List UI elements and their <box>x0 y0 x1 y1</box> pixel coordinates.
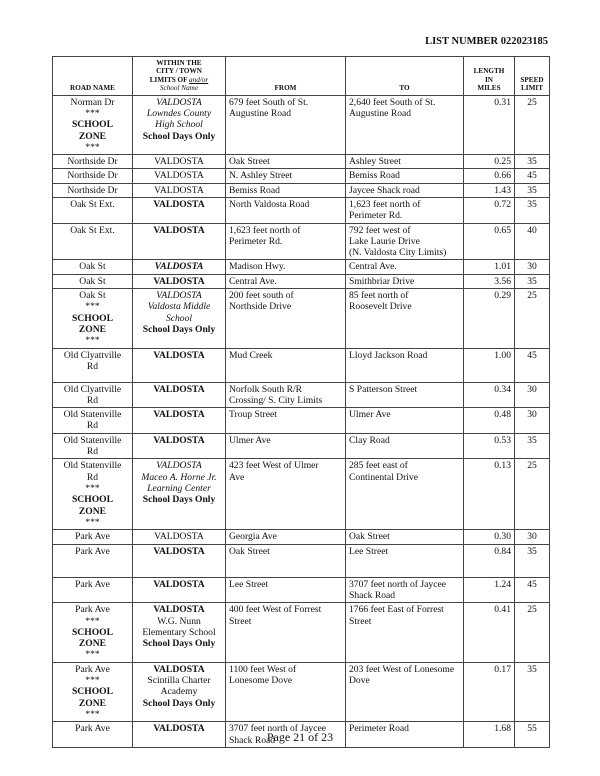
from-cell-line: Northside Drive <box>229 301 292 313</box>
within-limits-cell-line: VALDOSTA <box>154 156 204 168</box>
table-row <box>53 169 550 183</box>
table-row <box>53 530 550 544</box>
speed-cell: 55 <box>515 722 550 748</box>
length-cell: 0.66 <box>464 169 515 183</box>
within-limits-cell-line: Scintilla Charter <box>147 675 211 687</box>
to-cell <box>346 530 464 544</box>
to-cell <box>346 348 464 382</box>
to-cell <box>346 155 464 169</box>
from-cell <box>226 289 346 348</box>
road-name-cell <box>53 530 133 544</box>
table-row <box>53 577 550 603</box>
within-limits-cell <box>133 260 226 274</box>
table-row <box>53 95 550 154</box>
speed-cell: 35 <box>515 198 550 224</box>
from-cell-line: 400 feet West of Forrest <box>229 604 322 616</box>
within-limits-cell-line: VALDOSTA <box>153 199 205 210</box>
from-cell <box>226 169 346 183</box>
to-cell-line: 792 feet west of <box>349 224 411 236</box>
speed-cell: 30 <box>515 530 550 544</box>
within-limits-cell <box>133 382 226 408</box>
road-name-cell <box>53 155 133 169</box>
from-cell <box>226 260 346 274</box>
road-name-cell-line: *** <box>85 107 100 119</box>
length-cell: 0.13 <box>464 459 515 530</box>
speed-cell: 25 <box>515 603 550 662</box>
speed-cell: 25 <box>515 289 550 348</box>
to-cell-line: Central Ave. <box>349 261 397 273</box>
road-name-cell-line: Norman Dr <box>70 96 115 108</box>
road-name-cell-line: Old Statenville <box>63 460 122 472</box>
table-body <box>53 95 550 747</box>
length-cell: 1.00 <box>464 348 515 382</box>
length-cell: 0.72 <box>464 198 515 224</box>
road-name-cell-line: Rd <box>86 360 99 372</box>
length-cell: 1.68 <box>464 722 515 748</box>
road-name-cell-line: *** <box>85 335 100 347</box>
from-cell <box>226 198 346 224</box>
table-row <box>53 433 550 459</box>
within-limits-cell-line: VALDOSTA <box>154 184 204 196</box>
to-cell <box>346 260 464 274</box>
road-name-cell-line: Old Clyattville <box>63 383 122 395</box>
from-cell <box>226 274 346 288</box>
from-cell <box>226 662 346 721</box>
within-limits-cell-line: Valdosta Middle <box>147 301 211 313</box>
road-name-cell <box>53 348 133 382</box>
table-row <box>53 348 550 382</box>
from-cell-line: 1,623 feet north of <box>229 224 301 236</box>
table-row <box>53 183 550 197</box>
road-name-cell-line: SCHOOL <box>71 686 114 698</box>
within-limits-cell <box>133 603 226 662</box>
within-limits-cell-line: VALDOSTA <box>153 578 205 590</box>
within-limits-cell-line: VALDOSTA <box>154 170 204 182</box>
to-cell <box>346 169 464 183</box>
speed-cell: 45 <box>515 577 550 603</box>
length-cell: 0.84 <box>464 544 515 577</box>
speed-cell: 30 <box>515 382 550 408</box>
within-limits-cell <box>133 198 226 224</box>
to-cell-line: 285 feet east of <box>349 460 408 472</box>
from-cell-line: Street <box>229 615 252 627</box>
road-name-cell-line: *** <box>85 516 100 528</box>
speed-cell: 35 <box>515 433 550 459</box>
road-name-cell <box>53 95 133 154</box>
table-row <box>53 459 550 530</box>
within-limits-cell <box>133 348 226 382</box>
road-name-cell-line: Park Ave <box>75 604 110 616</box>
from-cell-line: Lee Street <box>229 578 269 590</box>
to-cell-line: Street <box>349 615 372 627</box>
and-or-text: and/or <box>189 75 209 84</box>
to-cell <box>346 95 464 154</box>
to-cell-line: S Patterson Street <box>349 383 418 395</box>
length-cell: 0.48 <box>464 408 515 434</box>
from-cell <box>226 544 346 577</box>
table-row <box>53 382 550 408</box>
within-limits-cell-line: High School <box>155 119 203 131</box>
to-cell <box>346 223 464 260</box>
within-limits-cell <box>133 274 226 288</box>
road-name-cell <box>53 289 133 348</box>
speed-cell: 35 <box>515 183 550 197</box>
within-limits-cell-line: VALDOSTA <box>156 96 202 108</box>
from-cell <box>226 408 346 434</box>
within-limits-cell-line: VALDOSTA <box>153 545 205 557</box>
within-limits-cell-line: School Days Only <box>142 638 216 650</box>
within-limits-cell <box>133 183 226 197</box>
road-name-cell-line: ZONE <box>78 638 107 650</box>
road-name-cell <box>53 223 133 260</box>
within-limits-cell-line: Elementary School <box>142 626 216 638</box>
from-cell-line: Madison Hwy. <box>229 261 286 273</box>
length-cell: 3.56 <box>464 274 515 288</box>
road-name-cell-line: SCHOOL <box>71 626 114 638</box>
road-name-cell-line: Oak St Ext. <box>70 199 115 210</box>
within-limits-cell-line: VALDOSTA <box>154 261 204 273</box>
road-name-cell-line: ZONE <box>78 130 107 142</box>
to-cell <box>346 198 464 224</box>
road-name-cell-line: *** <box>85 141 100 153</box>
from-cell-line: Troup Street <box>229 409 277 421</box>
col-from: FROM <box>226 57 346 96</box>
list-number: LIST NUMBER 022023185 <box>425 36 548 47</box>
from-cell-line: 1100 feet West of <box>229 663 297 675</box>
road-name-cell-line: Park Ave <box>75 723 110 735</box>
to-cell-line: Perimeter Road <box>349 723 409 735</box>
to-cell-line: Bemiss Road <box>349 170 400 182</box>
to-cell-line: Smithbriar Drive <box>349 275 415 287</box>
speed-cell: 35 <box>515 155 550 169</box>
speed-cell: 25 <box>515 95 550 154</box>
length-cell: 1.43 <box>464 183 515 197</box>
table-header-row <box>53 57 550 96</box>
from-cell <box>226 382 346 408</box>
road-name-cell-line: *** <box>85 301 100 313</box>
from-cell <box>226 155 346 169</box>
from-cell <box>226 577 346 603</box>
table-row <box>53 408 550 434</box>
road-name-cell-line: *** <box>85 482 100 494</box>
table-row <box>53 260 550 274</box>
col-within-limits: WITHIN THE CITY / TOWN LIMITS OF and/or School Name <box>133 57 226 96</box>
to-cell-line: Perimeter Rd. <box>349 210 403 222</box>
road-name-cell <box>53 433 133 459</box>
from-cell-line: North Valdosta Road <box>229 199 310 210</box>
from-cell <box>226 348 346 382</box>
from-cell <box>226 223 346 260</box>
length-cell: 0.41 <box>464 603 515 662</box>
from-cell-line: Ave <box>229 471 245 483</box>
road-name-cell-line: ZONE <box>78 697 107 709</box>
to-cell <box>346 183 464 197</box>
to-cell-line: Dove <box>349 675 370 687</box>
to-cell-line: Augustine Road <box>349 107 412 119</box>
within-limits-cell-line: VALDOSTA <box>153 275 205 287</box>
within-limits-cell-line: VALDOSTA <box>153 224 205 236</box>
to-cell <box>346 544 464 577</box>
road-name-cell-line: Rd <box>86 446 99 458</box>
to-cell <box>346 289 464 348</box>
within-limits-cell <box>133 169 226 183</box>
road-name-cell-line: *** <box>85 615 100 627</box>
within-limits-cell <box>133 95 226 154</box>
road-name-cell <box>53 408 133 434</box>
from-cell-line: Augustine Road <box>229 107 292 119</box>
within-limits-cell-line: VALDOSTA <box>153 349 205 361</box>
road-name-cell <box>53 544 133 577</box>
road-name-cell <box>53 662 133 721</box>
road-name-cell-line: Old Clyattville <box>63 349 122 361</box>
within-limits-cell-line: VALDOSTA <box>153 409 205 421</box>
to-cell-line: 2,640 feet South of St. <box>349 96 436 108</box>
within-limits-cell-line: School Days Only <box>142 130 216 142</box>
to-cell-line: (N. Valdosta City Limits) <box>349 247 447 259</box>
road-name-cell <box>53 603 133 662</box>
road-name-cell-line: SCHOOL <box>71 494 114 506</box>
speed-cell: 30 <box>515 408 550 434</box>
col-speed-limit: SPEED LIMIT <box>515 57 550 96</box>
to-cell-line: Roosevelt Drive <box>349 301 412 313</box>
road-name-cell-line: ZONE <box>78 505 107 517</box>
to-cell <box>346 433 464 459</box>
length-cell: 1.01 <box>464 260 515 274</box>
from-cell-line: Perimeter Rd. <box>229 235 283 247</box>
road-name-cell-line: SCHOOL <box>71 312 114 324</box>
to-cell <box>346 603 464 662</box>
length-cell: 0.53 <box>464 433 515 459</box>
road-name-cell-line: *** <box>85 649 100 661</box>
from-cell <box>226 433 346 459</box>
from-cell <box>226 95 346 154</box>
from-cell-line: Norfolk South R/R <box>229 383 303 395</box>
table-row <box>53 603 550 662</box>
within-limits-cell-line: VALDOSTA <box>153 604 205 616</box>
speed-cell: 25 <box>515 459 550 530</box>
to-cell <box>346 577 464 603</box>
to-cell-line: Ashley Street <box>349 156 401 168</box>
from-cell-line: Shack Road <box>229 734 276 746</box>
table-row <box>53 289 550 348</box>
within-limits-cell <box>133 433 226 459</box>
within-limits-cell-line: Maceo A. Horne Jr. <box>141 471 217 483</box>
within-limits-cell <box>133 223 226 260</box>
to-cell <box>346 459 464 530</box>
road-name-cell-line: Park Ave <box>75 545 110 557</box>
within-limits-cell-line: W.G. Nunn <box>157 615 201 627</box>
road-name-cell-line: *** <box>85 675 100 687</box>
speed-cell: 30 <box>515 260 550 274</box>
length-cell: 0.25 <box>464 155 515 169</box>
road-name-cell-line: Park Ave <box>75 531 110 543</box>
from-cell-line: 3707 feet north of Jaycee <box>229 723 326 735</box>
from-cell-line: Lonesome Dove <box>229 675 293 687</box>
within-limits-cell <box>133 459 226 530</box>
within-limits-cell-line: VALDOSTA <box>153 434 205 446</box>
within-limits-cell-line: Learning Center <box>147 482 211 494</box>
within-limits-cell-line: VALDOSTA <box>153 723 205 735</box>
to-cell-line: Lloyd Jackson Road <box>349 349 428 361</box>
within-limits-cell-line: Academy <box>160 686 198 698</box>
within-limits-cell-line: VALDOSTA <box>156 290 202 302</box>
length-cell: 0.30 <box>464 530 515 544</box>
to-cell-line: Lee Street <box>349 545 389 557</box>
to-cell-line: 1766 feet East of Forrest <box>349 604 444 616</box>
to-cell-line: Ulmer Ave <box>349 409 391 421</box>
col-road-name: ROAD NAME <box>53 57 133 96</box>
road-name-cell-line: Northside Dr <box>67 170 118 182</box>
table-row <box>53 544 550 577</box>
within-limits-cell-line: VALDOSTA <box>156 460 202 472</box>
to-cell-line: 85 feet north of <box>349 290 409 302</box>
road-name-cell-line: Northside Dr <box>67 156 118 168</box>
from-cell-line: Bemiss Road <box>229 184 280 196</box>
page-number: Page 21 of 23 <box>266 730 334 744</box>
to-cell-line: Oak Street <box>349 531 390 543</box>
from-cell-line: N. Ashley Street <box>229 170 293 182</box>
road-name-cell-line: ZONE <box>78 323 107 335</box>
within-limits-cell <box>133 662 226 721</box>
within-limits-cell-line: School <box>165 312 193 324</box>
road-name-cell-line: SCHOOL <box>71 119 114 131</box>
within-limits-cell-line: School Days Only <box>142 323 216 335</box>
road-name-cell <box>53 260 133 274</box>
from-cell <box>226 459 346 530</box>
to-cell-line: 3707 feet north of Jaycee <box>349 578 446 590</box>
to-cell-line: Shack Road <box>349 589 396 601</box>
to-cell-line: Continental Drive <box>349 471 419 483</box>
length-cell: 0.17 <box>464 662 515 721</box>
to-cell-line: 1,623 feet north of <box>349 199 421 210</box>
within-limits-cell <box>133 530 226 544</box>
from-cell <box>226 603 346 662</box>
within-limits-cell <box>133 289 226 348</box>
road-name-cell-line: Rd <box>86 394 99 406</box>
from-cell-line: 200 feet south of <box>229 290 294 302</box>
road-name-cell-line: Northside Dr <box>67 184 118 196</box>
table-row <box>53 155 550 169</box>
table-row <box>53 198 550 224</box>
speed-cell: 40 <box>515 223 550 260</box>
road-name-cell-line: Rd <box>86 420 99 432</box>
speed-zone-table <box>52 56 550 748</box>
length-cell: 0.65 <box>464 223 515 260</box>
from-cell-line: Crossing/ S. City Limits <box>229 394 323 406</box>
table-row <box>53 223 550 260</box>
road-name-cell <box>53 459 133 530</box>
within-limits-cell-line: VALDOSTA <box>153 383 205 395</box>
table-row <box>53 662 550 721</box>
length-cell: 0.29 <box>464 289 515 348</box>
to-cell <box>346 274 464 288</box>
road-name-cell-line: Oak St <box>79 261 106 273</box>
speed-cell: 45 <box>515 348 550 382</box>
road-name-cell <box>53 169 133 183</box>
from-cell-line: 423 feet West of Ulmer <box>229 460 319 472</box>
within-limits-cell-line: VALDOSTA <box>153 663 205 675</box>
to-cell-line: Jaycee Shack road <box>349 184 420 196</box>
speed-cell: 45 <box>515 169 550 183</box>
from-cell-line: Georgia Ave <box>229 531 277 543</box>
to-cell-line: Clay Road <box>349 434 390 446</box>
from-cell-line: Ulmer Ave <box>229 434 271 446</box>
length-cell: 1.24 <box>464 577 515 603</box>
road-name-cell <box>53 183 133 197</box>
from-cell-line: Central Ave. <box>229 275 277 287</box>
within-limits-cell <box>133 155 226 169</box>
to-cell-line: 203 feet West of Lonesome <box>349 663 455 675</box>
from-cell <box>226 183 346 197</box>
speed-cell: 35 <box>515 274 550 288</box>
to-cell <box>346 382 464 408</box>
within-limits-cell-line: VALDOSTA <box>154 531 204 543</box>
from-cell-line: Oak Street <box>229 545 270 557</box>
to-cell <box>346 662 464 721</box>
road-name-cell-line: Old Statenville <box>63 434 122 446</box>
col-to: TO <box>346 57 464 96</box>
from-cell-line: 679 feet South of St. <box>229 96 309 108</box>
within-limits-cell-line: Lowndes County <box>146 107 212 119</box>
road-name-cell <box>53 382 133 408</box>
road-name-cell <box>53 274 133 288</box>
within-limits-cell <box>133 408 226 434</box>
from-cell-line: Oak Street <box>229 156 270 168</box>
speed-cell: 35 <box>515 544 550 577</box>
road-name-cell-line: Oak St <box>79 275 106 287</box>
col-length: LENGTH IN MILES <box>464 57 515 96</box>
to-cell <box>346 408 464 434</box>
road-name-cell-line: *** <box>85 708 100 720</box>
within-limits-cell-line: School Days Only <box>142 697 216 709</box>
road-name-cell-line: Park Ave <box>75 578 110 590</box>
road-name-cell-line: Oak St <box>79 290 106 302</box>
to-cell-line: Lake Laurie Drive <box>349 235 420 247</box>
speed-cell: 35 <box>515 662 550 721</box>
road-name-cell-line: Park Ave <box>75 663 110 675</box>
table-row <box>53 274 550 288</box>
road-name-cell <box>53 198 133 224</box>
road-name-cell-line: Old Statenville <box>63 409 122 421</box>
within-limits-cell-line: School Days Only <box>142 494 216 506</box>
length-cell: 0.34 <box>464 382 515 408</box>
from-cell-line: Mud Creek <box>229 349 273 361</box>
within-limits-cell <box>133 577 226 603</box>
road-name-cell <box>53 577 133 603</box>
within-limits-cell <box>133 544 226 577</box>
from-cell <box>226 530 346 544</box>
road-name-cell-line: Rd <box>86 471 99 483</box>
length-cell: 0.31 <box>464 95 515 154</box>
road-name-cell-line: Oak St Ext. <box>70 224 115 236</box>
